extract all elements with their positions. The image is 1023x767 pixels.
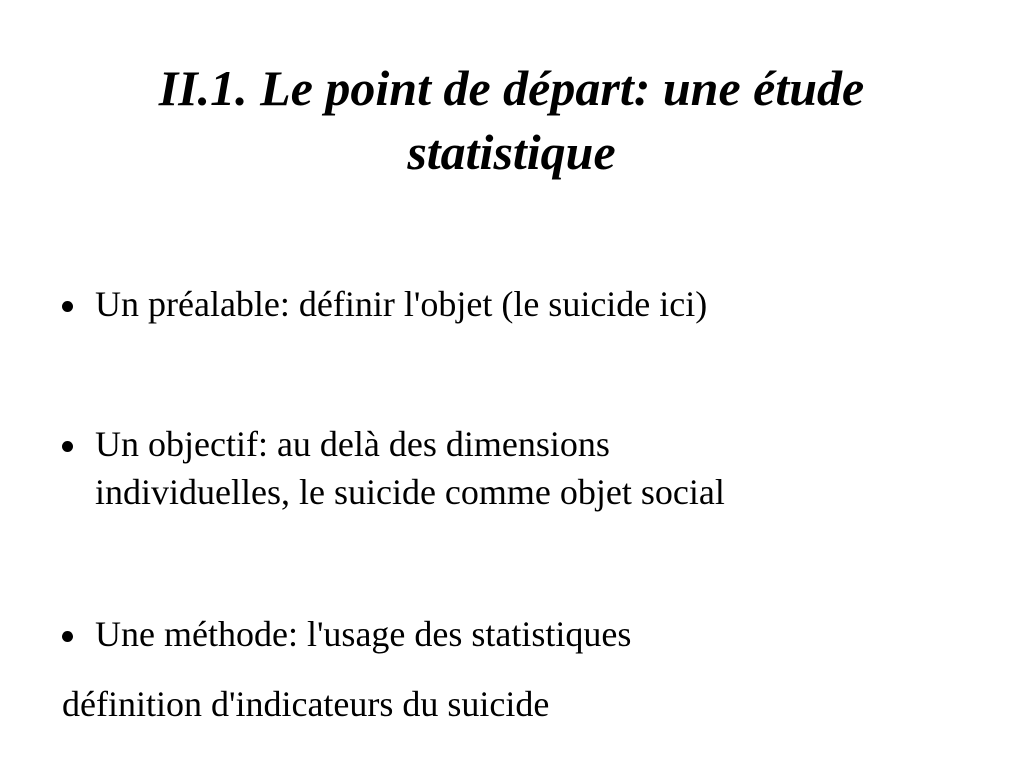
bullet-item-methode (62, 610, 962, 658)
bullet-text: Un préalable: définir l'objet (le suicide ici) (95, 284, 708, 324)
trailing-line: définition d'indicateurs du suicide (62, 684, 550, 724)
slide-title-line-2: statistique (407, 124, 616, 180)
bullet-dot-icon (62, 301, 73, 312)
bullet-dot-icon (62, 631, 73, 642)
bullet-text (95, 420, 962, 516)
bullet-text: Une méthode: l'usage des statistiques (95, 614, 632, 654)
slide-title-line-1: II.1. Le point de départ: une étude (158, 60, 865, 116)
bullet-item-objectif (62, 420, 962, 516)
bullet-text-line-1: Un objectif: au delà des dimensions (95, 424, 610, 464)
bullet-dot-icon (62, 441, 73, 452)
bullet-item-prealable (62, 280, 962, 328)
bullet-text-line-2: individuelles, le suicide comme objet social (95, 472, 725, 512)
